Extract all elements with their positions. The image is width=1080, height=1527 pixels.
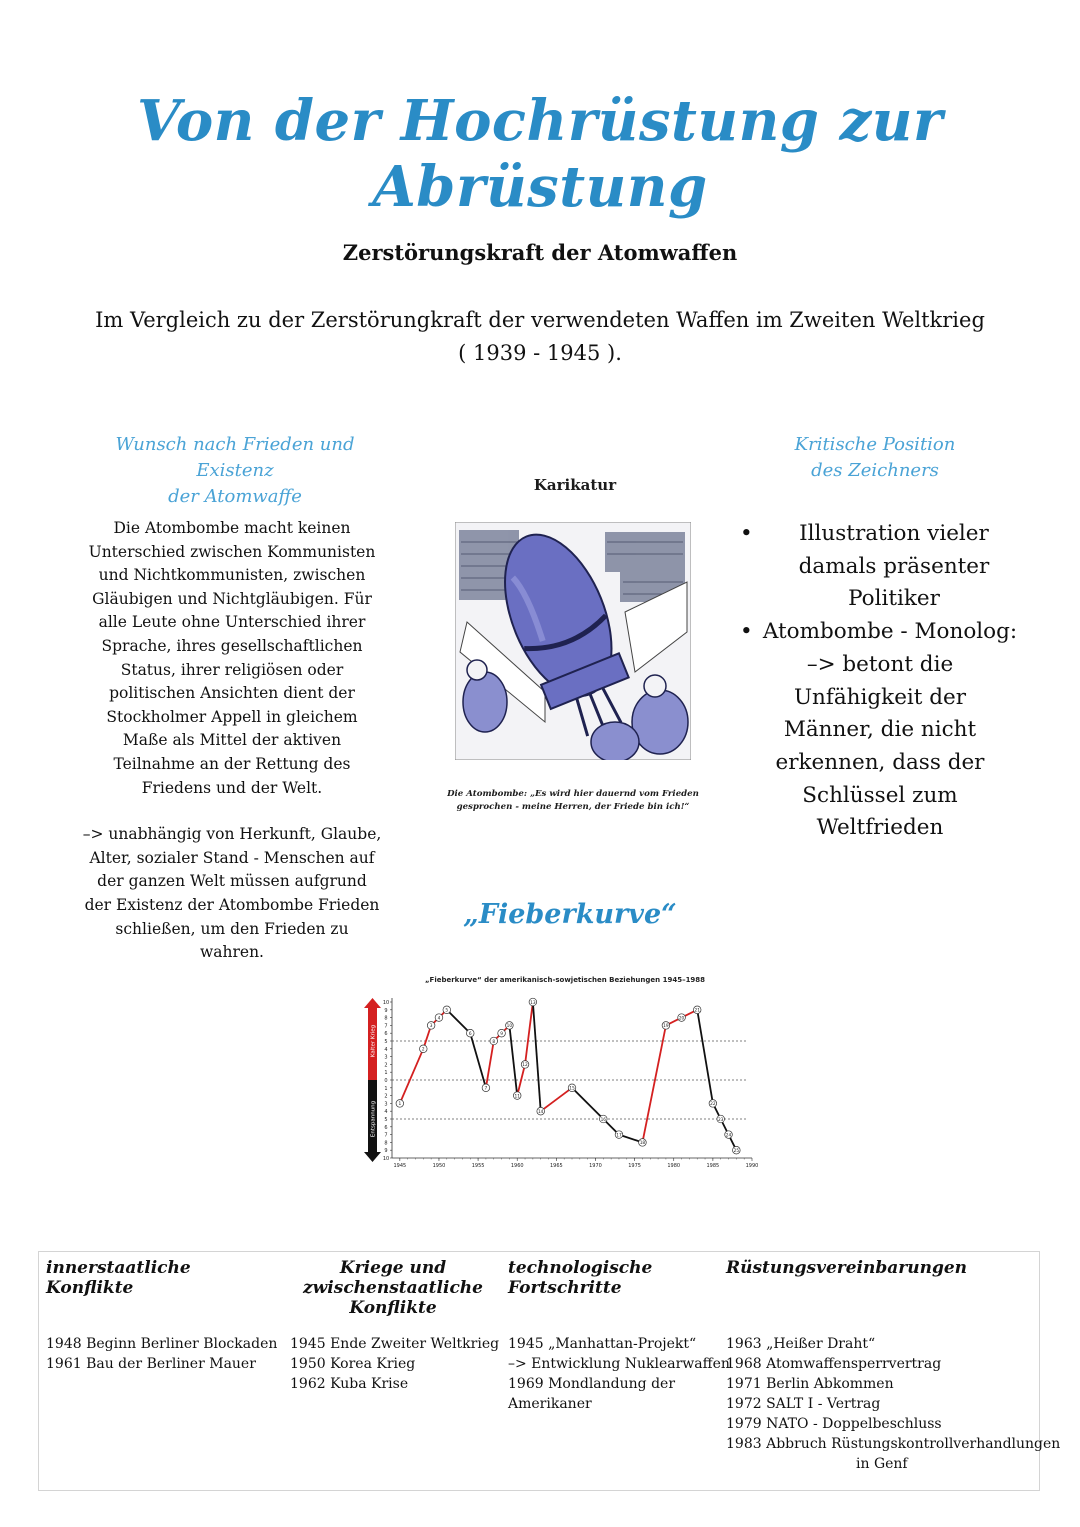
y-tick-label: 3	[384, 1054, 388, 1061]
table-cell: 1971 Berlin Abkommen	[726, 1376, 894, 1392]
table-column-cells	[46, 1334, 277, 1374]
series-segment	[541, 1088, 572, 1111]
table-cell: –> Entwicklung Nuklearwaffen	[508, 1356, 730, 1372]
series-segment	[447, 1010, 470, 1033]
table-column-1	[38, 1258, 278, 1372]
x-tick-label: 1970	[589, 1163, 602, 1169]
cartoon-label: Karikatur	[533, 476, 617, 494]
y-tick-label: 5	[384, 1117, 388, 1123]
data-point-label: 23	[717, 1117, 724, 1123]
series-segment	[572, 1088, 603, 1119]
data-point-label: 7	[484, 1086, 488, 1092]
left-column-heading	[80, 432, 390, 510]
data-point-label: 20	[678, 1016, 685, 1022]
x-tick-label: 1955	[471, 1163, 485, 1169]
table-column-header: technologische Fortschritte	[508, 1258, 653, 1298]
right-column-heading	[760, 432, 990, 484]
data-point-label: 13	[530, 1000, 536, 1006]
x-tick-label: 1990	[745, 1163, 759, 1169]
cartoon-caption: Die Atombombe: „Es wird hier dauernd vom Frieden gesprochen - meine Herren, der Friede bin ich!“	[447, 789, 699, 812]
table-column-cells	[726, 1334, 1060, 1474]
y-tick-label: 1	[384, 1085, 388, 1092]
data-point-label: 1	[398, 1102, 402, 1108]
series-segment	[470, 1033, 486, 1088]
table-cell: in Genf	[856, 1456, 908, 1472]
series-segment	[517, 1064, 525, 1095]
data-point-label: 5	[445, 1008, 449, 1014]
arrow-up-icon	[364, 998, 381, 1008]
y-tick-label: 8	[384, 1140, 388, 1147]
page-title: Von der Hochrüstung zur Abrüstung	[137, 88, 943, 220]
arrow-down-icon	[364, 1152, 381, 1162]
data-point-label: 11	[514, 1094, 520, 1100]
left-paragraph-2: –> unabhängig von Herkunft, Glaube, Alter, sozialer Stand - Menschen auf der ganzen Welt müssen aufgrund der Existenz der Atombombe Frieden schließen, um den Frieden zu wahren.	[82, 825, 382, 962]
data-point-label: 6	[468, 1032, 472, 1037]
x-tick-label: 1965	[549, 1163, 563, 1169]
table-cell: 1950 Korea Krieg	[290, 1356, 416, 1372]
table-cell: Amerikaner	[508, 1396, 592, 1412]
right-column-list	[740, 518, 1020, 845]
y-tick-label: 7	[384, 1023, 388, 1030]
y-tick-label: 2	[384, 1093, 388, 1100]
data-point-label: 22	[710, 1102, 716, 1108]
table-column-2	[282, 1258, 504, 1392]
data-point-label: 14	[537, 1110, 544, 1115]
right-heading-line-2: des Zeichners	[811, 460, 939, 481]
y-tick-label: 4	[384, 1109, 388, 1116]
series-segment	[642, 1025, 665, 1142]
series-segment	[533, 1002, 541, 1111]
fieberkurve-chart	[360, 970, 770, 1182]
x-tick-label: 1945	[393, 1163, 407, 1169]
series-segment	[400, 1049, 423, 1104]
table-column-cells	[508, 1334, 730, 1414]
y-tick-label: 10	[382, 1156, 390, 1162]
left-heading-line-2: der Atomwaffe	[168, 486, 302, 507]
y-tick-label: 0	[384, 1078, 388, 1084]
right-bullet-2-text: Atombombe - Monolog:	[762, 619, 1018, 645]
right-bullet-2	[740, 616, 1020, 649]
table-cell: 1945 „Manhattan-Projekt“	[508, 1336, 697, 1352]
y-tick-label: 6	[384, 1031, 388, 1038]
series-segment	[486, 1041, 494, 1088]
data-point-label: 9	[500, 1032, 503, 1037]
table-cell: 1983 Abbruch Rüstungskontrollverhandlungen	[726, 1436, 1061, 1452]
series-segment	[525, 1002, 533, 1064]
right-bullet-1-text: Illustration vieler damals präsenter Politiker	[798, 521, 990, 612]
table-cell: 1972 SALT I - Vertrag	[726, 1396, 881, 1412]
intro-text: Im Vergleich zu der Zerstörungkraft der verwendeten Waffen im Zweiten Weltkrieg ( 1939 - 1945 ).	[95, 308, 985, 365]
table-cell: 1948 Beginn Berliner Blockaden	[46, 1336, 278, 1352]
data-point-label: 2	[421, 1047, 425, 1053]
y-tick-label: 5	[384, 1039, 388, 1045]
section-subtitle: Zerstörungskraft der Atomwaffen	[342, 240, 738, 265]
x-tick-label: 1975	[628, 1163, 641, 1169]
chart-title: „Fieberkurve“ der amerikanisch-sowjetischen Beziehungen 1945–1988	[424, 976, 706, 984]
y-tick-label: 2	[384, 1062, 388, 1069]
table-cell: 1962 Kuba Krise	[290, 1376, 409, 1392]
table-column-header: Kriege und zwischenstaatliche Konflikte	[303, 1258, 483, 1318]
data-point-label: 15	[569, 1086, 575, 1092]
x-tick-label: 1980	[667, 1163, 681, 1169]
x-tick-label: 1960	[510, 1163, 524, 1169]
y-tick-label: 1	[384, 1070, 388, 1077]
right-bullet-1	[740, 518, 1020, 616]
cartoon-image	[455, 522, 691, 760]
data-point-label: 12	[522, 1063, 528, 1069]
y-tick-label: 6	[384, 1124, 388, 1131]
fieberkurve-heading: „Fieberkurve“	[463, 899, 677, 930]
data-point-label: 24	[725, 1133, 732, 1139]
table-cell: 1968 Atomwaffensperrvertrag	[726, 1356, 942, 1372]
data-point-label: 4	[437, 1016, 441, 1022]
table-cell: 1961 Bau der Berliner Mauer	[46, 1356, 256, 1372]
data-point-label: 16	[600, 1117, 607, 1123]
data-point-label: 18	[639, 1141, 646, 1147]
table-cell: 1969 Mondlandung der	[508, 1376, 676, 1392]
left-heading-line-1: Wunsch nach Frieden und Existenz	[115, 434, 355, 481]
left-column-text	[82, 517, 382, 988]
x-tick-label: 1950	[432, 1163, 446, 1169]
table-column-cells	[290, 1334, 499, 1394]
table-cell: 1945 Ende Zweiter Weltkrieg	[290, 1336, 500, 1352]
y-tick-label: 8	[384, 1015, 388, 1022]
ylabel-cold-war: Kalter Krieg	[370, 1024, 377, 1058]
data-point-label: 17	[616, 1133, 622, 1139]
data-point-label: 19	[663, 1024, 669, 1030]
data-point-label: 3	[429, 1024, 433, 1030]
table-column-header: innerstaatliche Konflikte	[46, 1258, 191, 1298]
table-column-3	[500, 1258, 730, 1412]
y-tick-label: 7	[384, 1132, 388, 1139]
right-explanation	[740, 649, 1020, 845]
y-tick-label: 10	[382, 1000, 390, 1006]
table-column-4	[718, 1258, 1061, 1472]
right-explanation-text: –> betont die Unfähigkeit der Männer, die nicht erkennen, dass der Schlüssel zum Weltfrieden	[775, 651, 985, 841]
data-point-label: 21	[694, 1008, 700, 1014]
data-point-label: 25	[733, 1149, 740, 1154]
chart-svg	[360, 970, 770, 1182]
left-paragraph-1: Die Atombombe macht keinen Unterschied zwischen Kommunisten und Nichtkommunisten, zwischen Gläubigen und Nichtgläubigen. Für alle Leute ohne Unterschied ihrer Sprache, ihres gesellschaftlichen Status, ihrer religiösen oder politischen Ansichten dient der Stockholmer Appell in gleichem Maße als Mittel der aktiven Teilnahme an der Rettung des Friedens und der Welt.	[88, 519, 376, 797]
table-cell: 1979 NATO - Doppelbeschluss	[726, 1416, 942, 1432]
y-tick-label: 9	[384, 1148, 388, 1155]
data-point-label: 8	[492, 1039, 496, 1045]
y-tick-label: 4	[384, 1046, 388, 1053]
series-segment	[697, 1010, 713, 1104]
table-cell: 1963 „Heißer Draht“	[726, 1336, 876, 1352]
data-point-label: 10	[506, 1024, 513, 1030]
x-tick-label: 1985	[706, 1163, 720, 1169]
table-column-header: Rüstungsvereinbarungen	[726, 1258, 968, 1278]
y-tick-label: 9	[384, 1007, 388, 1014]
y-tick-label: 3	[384, 1101, 388, 1108]
ylabel-detente: Entspannung	[370, 1100, 377, 1138]
right-heading-line-1: Kritische Position	[794, 434, 956, 455]
